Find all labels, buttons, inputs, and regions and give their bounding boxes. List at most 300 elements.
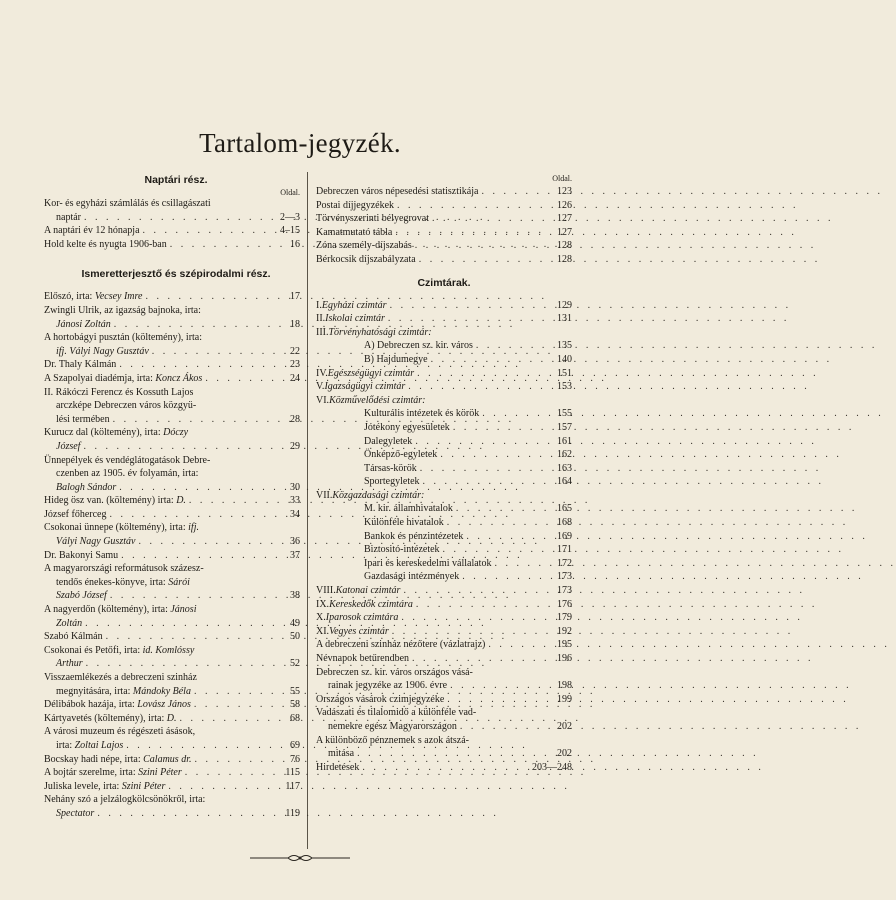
toc-entry	[316, 226, 572, 240]
entry-page: 202	[557, 720, 572, 732]
entry-page: 16	[290, 238, 300, 250]
entry-text: Csokonai ünnepe (költemény), irta: ifj.	[44, 522, 199, 534]
entry-page: 172	[557, 557, 572, 569]
entry-text: Zóna személy-díjszabás	[316, 240, 412, 252]
entry-text: Ipari és kereskedelmi vállalatok	[364, 557, 492, 569]
entry-number: V.	[316, 381, 325, 393]
entry-page: 129	[557, 299, 572, 311]
leader-dots	[119, 481, 280, 495]
entry-text: Dalegyletek	[364, 435, 413, 447]
entry-author: Szini Péter	[138, 767, 182, 779]
entry-text	[316, 394, 425, 408]
toc-entry	[316, 693, 572, 707]
entry-text: Dr. Thaly Kálmán	[44, 359, 117, 371]
entry-number: IV.	[316, 367, 328, 379]
toc-entry	[44, 372, 300, 386]
toc-entry	[316, 761, 572, 775]
entry-text: lési termében	[56, 413, 110, 425]
toc-entry	[44, 358, 300, 372]
entry-text: Dr. Bakonyi Samu	[44, 549, 119, 561]
entry-text: Névnapok betűrendben	[316, 653, 410, 664]
entry-page: 157	[557, 421, 572, 433]
entry-text: Hirdetések	[316, 761, 360, 773]
leader-dots	[194, 698, 280, 712]
entry-author: József	[56, 440, 81, 452]
entry-text: Kurucz dal (költemény), irta: Dóczy	[44, 427, 189, 439]
leader-dots	[476, 339, 552, 353]
entry-text: Délibábok hazája, irta: Lovász János	[44, 699, 191, 711]
toc-entry	[316, 638, 572, 652]
toc-entry	[316, 720, 572, 734]
entry-text: A hortobágyi pusztán (költemény), irta:	[44, 332, 203, 344]
entry-page: 168	[557, 517, 572, 529]
entry-page: 29	[290, 440, 300, 452]
entry-page: 161	[557, 435, 572, 447]
toc-entry	[316, 380, 572, 394]
entry-author: Dóczy	[163, 427, 189, 439]
entry-text: A naptári év 12 hónapja	[44, 225, 140, 237]
entry-text: Önképző-egyletek	[364, 449, 438, 461]
entry-page: 38	[290, 590, 300, 602]
leader-dots	[431, 353, 552, 367]
entry-author: Egyházi czimtár	[321, 299, 387, 311]
entry-author: Calamus dr.	[143, 753, 192, 765]
toc-entry	[316, 367, 572, 381]
toc-entry	[316, 475, 572, 489]
entry-page: 126	[557, 199, 572, 211]
leader-dots	[152, 345, 280, 359]
entry-author: ifj.	[188, 522, 199, 534]
leader-dots	[482, 407, 552, 421]
toc-entry	[44, 644, 300, 658]
toc-entry	[44, 331, 300, 345]
toc-entry	[316, 199, 572, 213]
toc-entry	[44, 413, 300, 427]
entry-page: 127	[557, 213, 572, 225]
entry-page: 173	[557, 571, 572, 583]
entry-page: 195	[557, 639, 572, 651]
ismeret-heading: Ismeretterjesztő és szépirodalmi rész.	[81, 268, 271, 281]
toc-entry	[44, 603, 300, 617]
entry-author: id. Komlóssy	[142, 644, 195, 656]
leader-dots	[143, 224, 278, 238]
entry-text: Postai díjjegyzékek	[316, 199, 395, 211]
toc-entry	[44, 197, 300, 211]
entry-text: II. Rákóczi Ferencz és Kossuth Lajos	[44, 386, 194, 398]
leader-dots	[114, 318, 280, 332]
leader-dots	[390, 299, 552, 313]
page-title: Tartalom-jegyzék.	[199, 128, 401, 158]
leader-dots	[195, 753, 281, 767]
toc-entry	[44, 671, 300, 685]
toc-entry	[44, 657, 300, 671]
entry-page: 155	[557, 408, 572, 420]
toc-entry	[44, 508, 300, 522]
entry-page: 171	[557, 544, 572, 556]
entry-text	[316, 380, 405, 394]
toc-entry	[44, 753, 300, 767]
entry-text: Kulturális intézetek és körök	[364, 408, 480, 420]
entry-text: Debreczen város népesedési statisztikája	[316, 186, 479, 197]
entry-number: X.	[316, 612, 326, 624]
entry-page: 203—248	[532, 761, 572, 773]
entry-page: 140	[557, 353, 572, 365]
toc-entry	[316, 734, 572, 748]
toc-entry	[44, 426, 300, 440]
entry-number: VIII.	[316, 585, 336, 597]
leader-dots	[415, 435, 552, 449]
entry-text	[56, 481, 116, 495]
entry-text: A) Debreczen sz. kir. város	[364, 340, 473, 352]
entry-text: Különféle hivatalok	[364, 517, 444, 529]
entry-page: 49	[290, 617, 300, 629]
entry-page: 128	[557, 240, 572, 252]
entry-author: Katonai czimtár	[335, 585, 401, 597]
leader-dots	[362, 761, 530, 775]
entry-page: 151	[557, 367, 572, 379]
entry-text	[316, 598, 413, 612]
entry-author: Zoltai Lajos	[74, 739, 124, 751]
leader-dots	[168, 780, 280, 794]
leader-dots	[85, 617, 280, 631]
entry-text: rainak jegyzéke az 1906. évre	[328, 680, 448, 692]
toc-entry	[44, 793, 300, 807]
entry-text: Sportegyletek	[364, 476, 420, 488]
leader-dots	[84, 211, 278, 225]
entry-text: czenben az 1905. év folyamán, irta:	[56, 468, 199, 480]
toc-entry	[44, 630, 300, 644]
entry-text	[316, 611, 398, 625]
toc-entry	[44, 481, 300, 495]
entry-text: Vadászati és tilalomidő a különféle vad-	[316, 707, 477, 719]
toc-entry	[44, 766, 300, 780]
entry-author: Jánosi Zoltán	[56, 318, 111, 330]
entry-author: Igazságügyi czimtár	[324, 381, 406, 393]
toc-entry	[44, 576, 300, 590]
entry-text	[56, 589, 107, 603]
leader-dots	[179, 712, 280, 726]
leader-dots	[412, 652, 552, 666]
leader-dots	[432, 212, 552, 226]
entry-page: 30	[290, 481, 300, 493]
leader-dots	[423, 475, 552, 489]
toc-entry	[44, 454, 300, 468]
entry-number: IX.	[316, 598, 330, 610]
entry-page: 17	[290, 291, 300, 303]
entry-text: nemekre egész Magyarországon	[328, 720, 457, 732]
entry-text: Kártyavetés (költemény), irta: D.	[44, 712, 177, 724]
entry-author: Mándoky Béla	[132, 685, 191, 697]
entry-text: Szabó Kálmán	[44, 631, 103, 643]
entry-page: 22	[290, 345, 300, 357]
leader-dots	[456, 502, 552, 516]
entry-text	[316, 489, 424, 503]
entry-page: 50	[290, 631, 300, 643]
entry-page: 202	[557, 748, 572, 760]
leader-dots	[109, 508, 280, 522]
entry-author: Lovász János	[137, 699, 191, 711]
toc-entry	[316, 253, 572, 267]
entry-text: Biztositó-intézetek	[364, 544, 440, 556]
leader-dots	[403, 584, 552, 598]
entry-page: 162	[557, 449, 572, 461]
entry-number: III.	[316, 326, 329, 338]
toc-entry	[44, 224, 300, 238]
entry-author: Törvényhatósági czimtár:	[328, 326, 432, 338]
entry-author: Jánosi	[170, 604, 197, 616]
toc-entry	[316, 239, 572, 253]
toc-entry	[44, 698, 300, 712]
toc-entry	[44, 712, 300, 726]
entry-text: Debreczen sz. kir. város országos vásá-	[316, 666, 473, 678]
entry-page: 69	[290, 739, 300, 751]
leader-dots	[86, 657, 280, 671]
entry-page: 58	[290, 699, 300, 711]
ismeret-list	[44, 290, 300, 820]
entry-text: Ünnepélyek és vendéglátogatások Debre-	[44, 454, 211, 466]
toc-entry	[316, 625, 572, 639]
leader-dots	[138, 535, 280, 549]
entry-page: 192	[557, 625, 572, 637]
entry-text	[316, 625, 389, 639]
entry-page: 2—3	[280, 211, 300, 223]
entry-page: 24	[290, 372, 300, 384]
entry-text: mitása	[328, 748, 355, 760]
toc-entry	[316, 212, 572, 226]
ornament-divider	[250, 852, 350, 864]
entry-text: arczképe Debreczen város közgyü-	[56, 400, 197, 412]
toc-entry	[316, 353, 572, 367]
toc-entry	[316, 706, 572, 720]
toc-entry	[316, 339, 572, 353]
toc-entry	[44, 549, 300, 563]
entry-page: 115	[285, 767, 300, 779]
toc-entry	[316, 326, 572, 340]
entry-text: Törvényszerinti bélyegrovat	[316, 213, 430, 225]
toc-entry	[44, 290, 300, 304]
toc-entry	[44, 211, 300, 225]
entry-text	[316, 584, 400, 598]
entry-text	[56, 657, 83, 671]
toc-entry	[44, 807, 300, 821]
entry-page: 123	[557, 186, 572, 197]
toc-entry	[316, 530, 572, 544]
entry-text: Hold kelte és nyugta 1906-ban	[44, 238, 167, 250]
right-column	[316, 172, 572, 774]
entry-author: Zoltán	[56, 617, 83, 629]
toc-entry	[316, 489, 572, 503]
entry-number: I.	[316, 299, 322, 311]
leader-dots	[170, 238, 280, 252]
entry-author: Közművelődési czimtár:	[329, 394, 426, 406]
entry-author: Sárói	[168, 576, 190, 588]
entry-text: Kor- és egyházi számlálás és csillagászati	[44, 198, 211, 209]
entry-text: M. kir. államhivatalok	[364, 503, 453, 515]
leader-dots	[408, 380, 552, 394]
entry-author: D.	[166, 712, 177, 724]
leader-dots	[481, 185, 552, 199]
toc-entry	[316, 679, 572, 693]
entry-author: Vegyes czimtár	[329, 625, 389, 637]
toc-entry	[44, 535, 300, 549]
entry-text: Juliska levele, irta: Szini Péter	[44, 780, 166, 792]
leader-dots	[440, 448, 552, 462]
toc-entry	[316, 557, 572, 571]
entry-text	[56, 535, 135, 549]
entry-page: 18	[290, 318, 300, 330]
entry-page: 176	[557, 598, 572, 610]
toc-entry	[316, 407, 572, 421]
entry-page: 128	[557, 253, 572, 265]
czimtarak-heading: Czimtárak.	[417, 276, 471, 289]
czimtarak-list	[316, 299, 572, 639]
leader-dots	[392, 625, 552, 639]
entry-text: Visszaemlékezés a debreczeni szinház	[44, 672, 197, 683]
entry-author: Koncz Ákos	[155, 372, 203, 384]
entry-page: 55	[290, 685, 300, 697]
entry-page: 28	[290, 413, 300, 425]
left-column	[44, 172, 300, 821]
entry-text: naptár	[56, 211, 81, 223]
leader-dots	[119, 358, 280, 372]
leader-dots	[466, 530, 552, 544]
entry-page: 4–15	[280, 225, 300, 237]
toc-entry	[316, 185, 572, 199]
entry-author: Balogh Sándor	[56, 481, 117, 493]
leader-dots	[185, 766, 280, 780]
entry-text: irta: Zoltai Lajos	[56, 739, 124, 751]
entry-text: A bojtár szerelme, irta: Szini Péter	[44, 767, 182, 779]
entry-number: VI.	[316, 394, 330, 406]
entry-text: A nagyerdőn (költemény), irta: Jánosi	[44, 604, 197, 616]
leader-dots	[447, 693, 552, 707]
entry-page: 117	[285, 780, 300, 792]
entry-text: Társas-körök	[364, 462, 417, 474]
toc-entry	[44, 780, 300, 794]
entry-page: 127	[557, 226, 572, 238]
leader-dots	[453, 421, 552, 435]
entry-page: 164	[557, 476, 572, 488]
entry-author: Egészségügyi czimtár	[327, 367, 415, 379]
toc-entry	[316, 462, 572, 476]
leader-dots	[401, 611, 552, 625]
leader-dots	[388, 312, 552, 326]
leader-dots	[419, 253, 552, 267]
leader-dots	[397, 199, 552, 213]
entry-author: Iskolai czimtár	[325, 313, 385, 325]
entry-text: Országos vásárok czimjegyzéke	[316, 693, 445, 705]
entry-page: 135	[557, 340, 572, 352]
toc-entry	[316, 421, 572, 435]
leader-dots	[460, 720, 552, 734]
toc-entry	[44, 739, 300, 753]
entry-page: 131	[557, 313, 572, 325]
entry-page: 76	[290, 753, 300, 765]
toc-entry	[44, 467, 300, 481]
toc-entry	[316, 435, 572, 449]
leader-dots	[113, 413, 280, 427]
leader-dots	[415, 239, 552, 253]
leader-dots	[416, 598, 552, 612]
entry-number: II.	[316, 313, 326, 325]
entry-page: 36	[290, 536, 300, 548]
entry-author: ifj. Vályi Nagy Gusztáv	[56, 345, 149, 357]
entry-text: József főherceg	[44, 508, 107, 520]
toc-entry	[44, 494, 300, 508]
entry-text: A Szapolyai diadémja, irta: Koncz Ákos	[44, 372, 203, 384]
entry-text	[56, 318, 111, 332]
entry-page: 68	[290, 712, 300, 724]
entry-page: 153	[557, 381, 572, 393]
leader-dots	[189, 494, 280, 508]
entry-author: Szini Péter	[121, 780, 166, 792]
toc-entry	[44, 318, 300, 332]
entry-text: Gazdasági intézmények	[364, 571, 460, 583]
entry-text: Nehány szó a jelzálogkölcsönökről, irta:	[44, 794, 206, 806]
entry-text	[316, 312, 385, 326]
leader-dots	[194, 685, 280, 699]
toc-entry	[316, 611, 572, 625]
toc-entry	[44, 617, 300, 631]
entry-page: 169	[557, 530, 572, 542]
leader-dots	[97, 807, 280, 821]
toc-entry	[44, 386, 300, 400]
entry-text: A debreczeni szinház nézőtere (vázlatrajz)	[316, 639, 486, 651]
entry-page: 23	[290, 359, 300, 371]
right-bottom-list	[316, 638, 572, 774]
leader-dots	[83, 440, 280, 454]
entry-text	[56, 617, 82, 631]
toc-entry	[316, 312, 572, 326]
toc-entry	[44, 589, 300, 603]
toc-entry	[44, 562, 300, 576]
entry-page: 179	[557, 612, 572, 624]
entry-author: Vecsey Imre	[94, 291, 143, 303]
entry-page: 173	[557, 585, 572, 597]
toc-entry	[44, 304, 300, 318]
entry-author: Vályi Nagy Gusztáv	[56, 536, 136, 548]
oldal-label-left: Oldal.	[280, 188, 300, 197]
leader-dots	[443, 543, 552, 557]
toc-entry	[316, 598, 572, 612]
entry-author: Kereskedők czimtára	[329, 598, 413, 610]
entry-page: 33	[290, 495, 300, 507]
entry-author: Iparosok czimtára	[325, 612, 399, 624]
leader-dots	[447, 516, 552, 530]
leader-dots	[205, 372, 280, 386]
entry-text	[56, 345, 149, 359]
entry-author: Arthur	[56, 658, 83, 670]
leader-dots	[106, 630, 280, 644]
toc-entry	[316, 299, 572, 313]
toc-entry	[316, 652, 572, 666]
right-top-list	[316, 185, 572, 267]
entry-page: 163	[557, 462, 572, 474]
leader-dots	[494, 557, 552, 571]
entry-page: 165	[557, 503, 572, 515]
entry-text: A magyarországi reformátusok százesz-	[44, 563, 204, 575]
entry-text	[316, 299, 387, 313]
toc-entry	[316, 570, 572, 584]
entry-text	[316, 326, 432, 340]
leader-dots	[110, 589, 280, 603]
entry-text: B) Hajdumegye	[364, 353, 428, 365]
toc-entry	[44, 399, 300, 413]
entry-text: Bérkocsik díjszabályzata	[316, 253, 416, 265]
leader-dots	[420, 462, 552, 476]
toc-entry	[316, 666, 572, 680]
entry-author: Szabó József	[56, 590, 107, 602]
